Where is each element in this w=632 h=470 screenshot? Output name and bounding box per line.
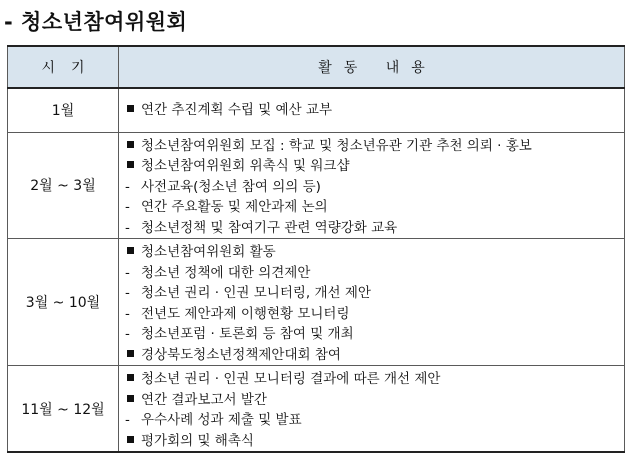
- square-bullet-icon: [125, 390, 141, 411]
- table-row: [8, 88, 625, 132]
- square-bullet-icon: [125, 345, 141, 366]
- activity-item: [125, 345, 624, 366]
- activity-text: 평가회의 및 해촉식: [141, 432, 254, 449]
- activity-text: 청소년포럼 · 토론회 등 참여 및 개최: [141, 326, 354, 342]
- square-bullet-icon: [125, 242, 141, 263]
- period-cell: 3월 ~ 10월: [8, 239, 119, 366]
- activity-item: [125, 242, 624, 263]
- activity-text: 연간 결과보고서 발간: [141, 391, 267, 408]
- activities-cell: [119, 132, 625, 239]
- activity-item: [125, 218, 624, 239]
- activity-text: 연간 주요활동 및 제안과제 논의: [141, 199, 328, 215]
- activity-text: 청소년참여위원회 활동: [141, 244, 276, 260]
- activity-item: [125, 304, 624, 325]
- activity-text: 연간 추진계획 수립 및 예산 교부: [141, 102, 332, 118]
- square-bullet-icon: [125, 156, 141, 177]
- activity-item: [125, 156, 624, 177]
- period-cell: 1월: [8, 88, 119, 132]
- activity-schedule-table: [7, 45, 625, 453]
- activity-text: 청소년참여위원회 모집 : 학교 및 청소년유관 기관 추천 의뢰 · 홍보: [141, 137, 532, 154]
- square-bullet-icon: [125, 136, 141, 157]
- dash-bullet-icon: -: [125, 219, 130, 236]
- activity-text: 청소년 권리 · 인권 모니터링 결과에 따른 개선 제안: [141, 371, 441, 387]
- activities-cell: [119, 239, 625, 366]
- activity-text: 전년도 제안과제 이행현황 모니터링: [141, 305, 350, 322]
- activity-text: 청소년 권리 · 인권 모니터링, 개선 제안: [141, 285, 371, 301]
- activity-text: 사전교육(청소년 참여 의의 등): [141, 178, 321, 195]
- activity-item: [125, 136, 624, 157]
- square-bullet-icon: [125, 100, 141, 121]
- activity-item: [125, 431, 624, 452]
- activity-item: [125, 197, 624, 218]
- square-bullet-icon: [125, 431, 141, 452]
- header-activities: 활동 내용: [119, 46, 625, 88]
- activity-text: 우수사례 성과 제출 및 발표: [141, 412, 302, 428]
- activity-item: [125, 100, 624, 121]
- activity-item: [125, 410, 624, 431]
- activity-text: 경상북도청소년정책제안대회 참여: [141, 346, 341, 363]
- dash-bullet-icon: -: [125, 412, 130, 428]
- activity-item: [125, 390, 624, 411]
- period-cell: 11월 ~ 12월: [8, 366, 119, 453]
- dash-bullet-icon: -: [125, 178, 130, 195]
- dash-bullet-icon: -: [125, 199, 130, 215]
- activity-text: 청소년참여위원회 위촉식 및 워크샵: [141, 158, 350, 174]
- table-row: [8, 239, 625, 366]
- period-cell: 2월 ~ 3월: [8, 132, 119, 239]
- dash-bullet-icon: -: [125, 305, 130, 322]
- activity-item: [125, 283, 624, 304]
- header-period: 시기: [8, 46, 119, 88]
- document-title: - 청소년참여위원회: [4, 10, 188, 34]
- table-row: [8, 132, 625, 239]
- dash-bullet-icon: -: [125, 264, 130, 281]
- activity-text: 청소년정책 및 참여기구 관련 역량강화 교육: [141, 219, 398, 236]
- square-bullet-icon: [125, 369, 141, 390]
- table-row: [8, 366, 625, 453]
- activity-item: [125, 324, 624, 345]
- dash-bullet-icon: -: [125, 326, 130, 342]
- dash-bullet-icon: -: [125, 285, 130, 301]
- activity-item: [125, 263, 624, 284]
- activities-cell: [119, 366, 625, 453]
- activity-item: [125, 177, 624, 198]
- activity-item: [125, 369, 624, 390]
- activity-text: 청소년 정책에 대한 의견제안: [141, 264, 311, 281]
- activities-cell: [119, 88, 625, 132]
- table-header-row: [8, 46, 625, 88]
